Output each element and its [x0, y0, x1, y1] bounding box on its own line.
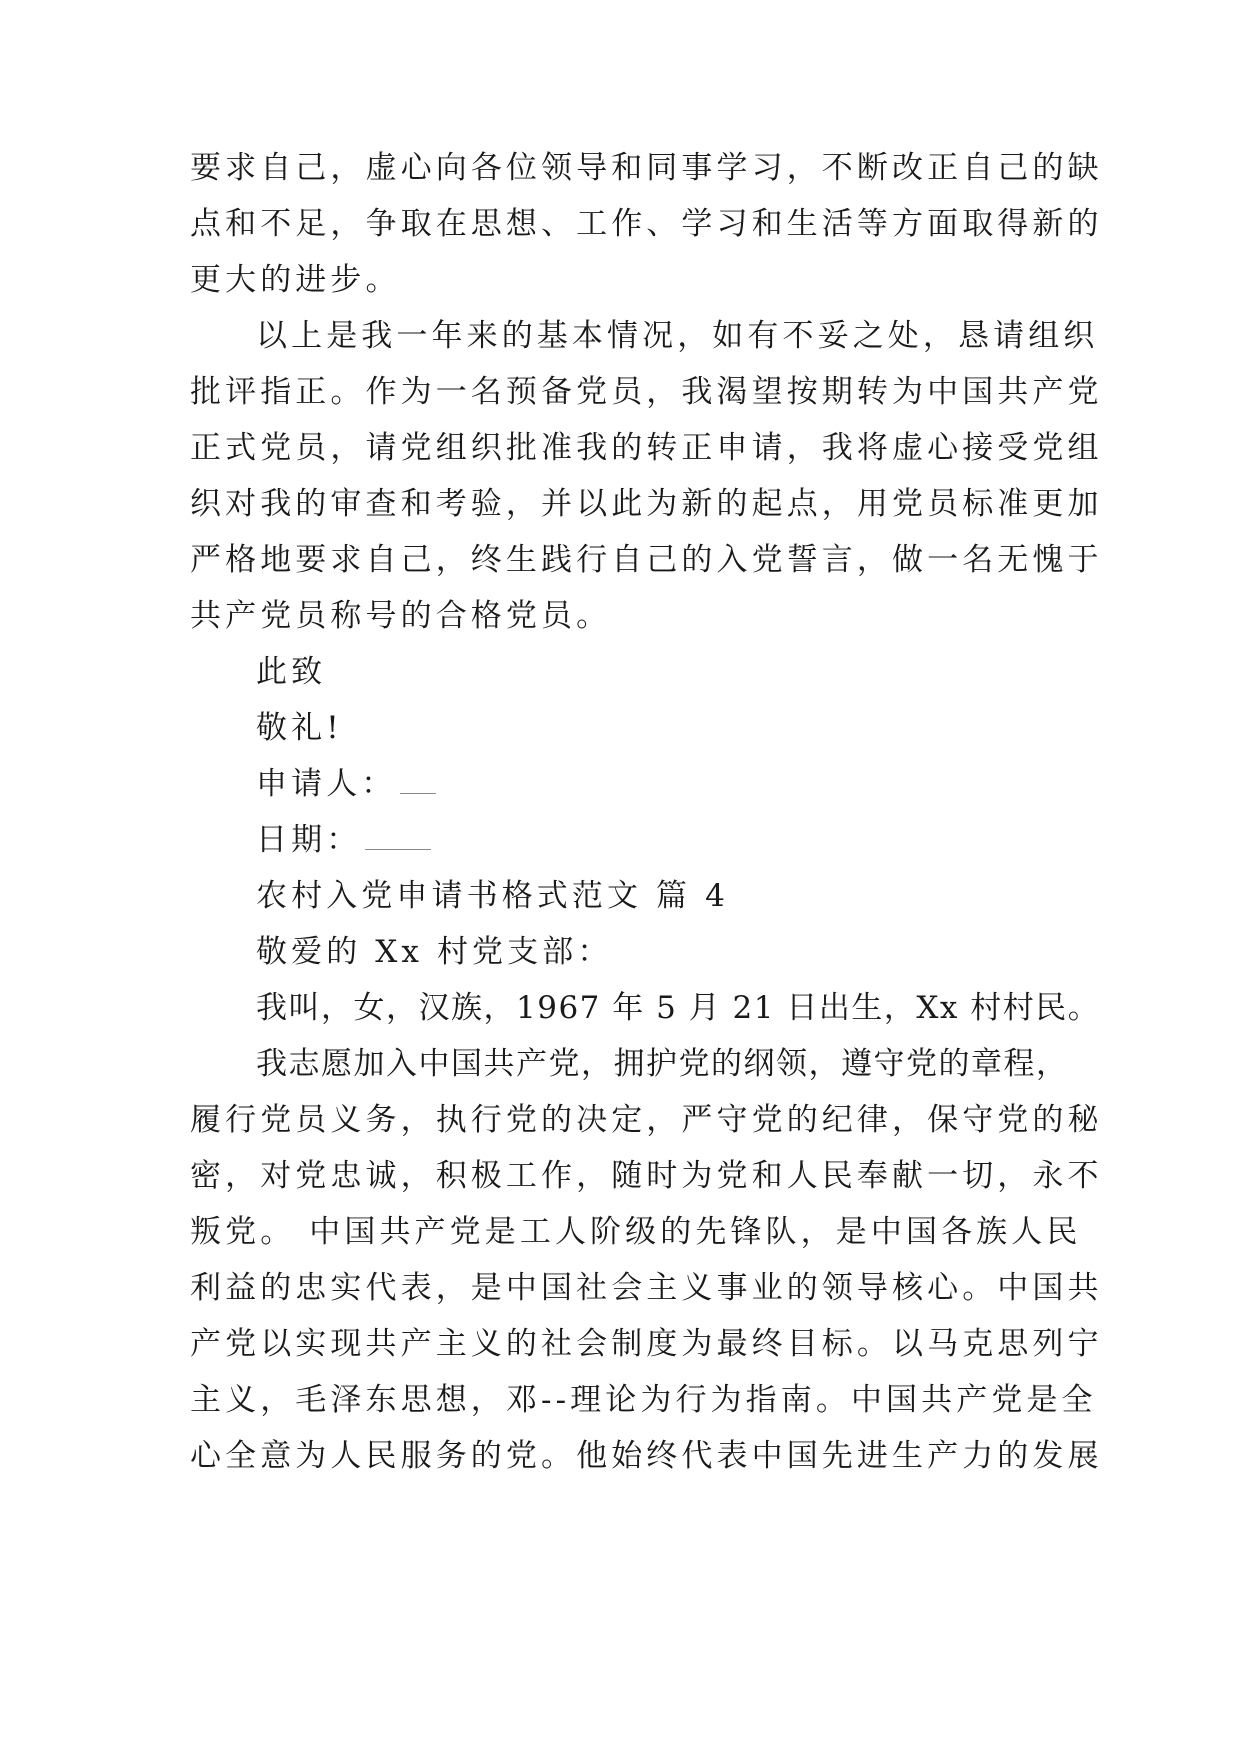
text-line: 我志愿加入中国共产党，拥护党的纲领，遵守党的章程，	[256, 1046, 1069, 1082]
text-line: 主义，毛泽东思想，邓--理论为行为指南。中国共产党是全	[190, 1382, 1097, 1418]
intro-line: 我叫，女，汉族，1967 年 5 月 21 日出生，Xx 村村民。	[256, 990, 1101, 1026]
date-label: 日期：	[256, 822, 362, 858]
text-line: 点和不足，争取在思想、工作、学习和生活等方面取得新的	[190, 206, 1103, 242]
text-line: 织对我的审查和考验，并以此为新的起点，用党员标准更加	[190, 486, 1103, 522]
text-line: 密，对党忠诚，积极工作，随时为党和人民奉献一切，永不	[190, 1158, 1103, 1194]
text-line: 正式党员，请党组织批准我的转正申请，我将虚心接受党组	[190, 430, 1103, 466]
applicant-blank	[400, 767, 436, 794]
salutation-jingli: 敬礼!	[256, 710, 343, 746]
date-line	[256, 818, 1156, 862]
text-line: 更大的进步。	[190, 262, 401, 298]
section-title: 农村入党申请书格式范文 篇 4	[256, 878, 729, 914]
text-line: 以上是我一年来的基本情况，如有不妥之处，恳请组织	[256, 318, 1099, 354]
text-line: 要求自己，虚心向各位领导和同事学习，不断改正自己的缺	[190, 150, 1103, 186]
text-line: 叛党。 中国共产党是工人阶级的先锋队，是中国各族人民	[190, 1214, 1082, 1250]
text-line: 利益的忠实代表，是中国社会主义事业的领导核心。中国共	[190, 1270, 1103, 1306]
text-line: 批评指正。作为一名预备党员，我渴望按期转为中国共产党	[190, 374, 1103, 410]
text-line: 共产党员称号的合格党员。	[190, 598, 612, 634]
text-line: 心全意为人民服务的党。他始终代表中国先进生产力的发展	[190, 1438, 1103, 1474]
text-line: 产党以实现共产主义的社会制度为最终目标。以马克思列宁	[190, 1326, 1103, 1362]
text-line: 履行党员义务，执行党的决定，严守党的纪律，保守党的秘	[190, 1102, 1103, 1138]
text-line: 严格地要求自己，终生践行自己的入党誓言，做一名无愧于	[190, 542, 1103, 578]
date-blank	[365, 823, 431, 850]
salutation-cizhi: 此致	[256, 654, 327, 690]
applicant-label: 申请人：	[256, 766, 397, 802]
greeting: 敬爱的 Xx 村党支部：	[256, 934, 613, 970]
applicant-line	[256, 762, 1156, 806]
